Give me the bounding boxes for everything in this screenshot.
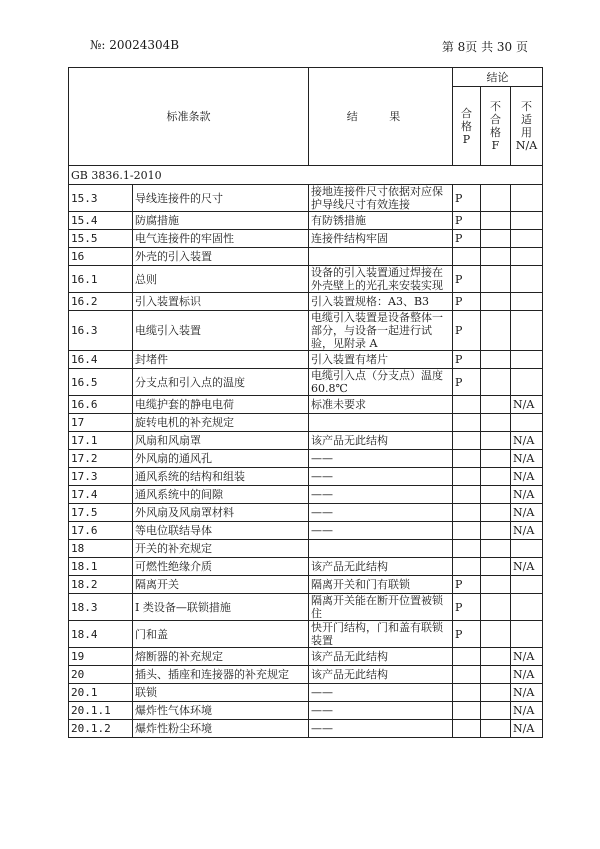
conclusion-na-cell: N/A [511, 396, 543, 414]
result-text: —— [309, 486, 453, 504]
conclusion-na-cell [511, 576, 543, 594]
conclusion-pass-cell: P [453, 594, 481, 621]
conclusion-pass-cell: P [453, 266, 481, 293]
table-row [69, 185, 543, 212]
clause-title: 门和盖 [133, 621, 309, 648]
table-row [69, 486, 543, 504]
clause-number: 16.4 [69, 351, 133, 369]
header-conclusion: 结论 [453, 68, 543, 87]
result-text: 该产品无此结构 [309, 648, 453, 666]
table-row [69, 230, 543, 248]
conclusion-pass-cell: P [453, 212, 481, 230]
conclusion-na-cell [511, 540, 543, 558]
clause-number: 17.1 [69, 432, 133, 450]
conclusion-pass-cell [453, 720, 481, 738]
table-row [69, 293, 543, 311]
table-row [69, 720, 543, 738]
result-text: 标准未要求 [309, 396, 453, 414]
clause-title: 联锁 [133, 684, 309, 702]
conclusion-na-cell: N/A [511, 666, 543, 684]
clause-number: 20 [69, 666, 133, 684]
conclusion-na-cell [511, 369, 543, 396]
conclusion-na-cell [511, 311, 543, 351]
page-info: 第 8页 共 30 页 [441, 40, 528, 54]
header-fail: 不 合 格 F [481, 87, 511, 166]
conclusion-fail-cell [481, 576, 511, 594]
result-text: —— [309, 450, 453, 468]
conclusion-na-cell: N/A [511, 702, 543, 720]
clause-title: 插头、插座和连接器的补充规定 [133, 666, 309, 684]
clause-title: 等电位联结导体 [133, 522, 309, 540]
table-row [69, 266, 543, 293]
conclusion-pass-cell [453, 450, 481, 468]
conclusion-fail-cell [481, 702, 511, 720]
clause-title: 分支点和引入点的温度 [133, 369, 309, 396]
conclusion-pass-cell [453, 666, 481, 684]
clause-number: 16.5 [69, 369, 133, 396]
result-text: —— [309, 684, 453, 702]
clause-number: 18.4 [69, 621, 133, 648]
conclusion-pass-cell [453, 702, 481, 720]
report-number: №: 20024304B [90, 38, 180, 52]
table-row [69, 450, 543, 468]
table-row [69, 576, 543, 594]
conclusion-pass-cell [453, 468, 481, 486]
clause-number: 15.5 [69, 230, 133, 248]
conclusion-pass-cell: P [453, 293, 481, 311]
clause-title: 外风扇及风扇罩材料 [133, 504, 309, 522]
conclusion-fail-cell [481, 212, 511, 230]
clause-number: 16.2 [69, 293, 133, 311]
conclusion-pass-cell: P [453, 369, 481, 396]
clause-title: 外风扇的通风孔 [133, 450, 309, 468]
conclusion-pass-cell [453, 396, 481, 414]
clause-number: 20.1 [69, 684, 133, 702]
clause-title: 通风系统的结构和组装 [133, 468, 309, 486]
clause-title: 爆炸性粉尘环境 [133, 720, 309, 738]
clause-title: 可燃性绝缘介质 [133, 558, 309, 576]
table-row [69, 522, 543, 540]
conclusion-fail-cell [481, 621, 511, 648]
conclusion-pass-cell: P [453, 351, 481, 369]
clause-number: 20.1.2 [69, 720, 133, 738]
clause-number: 17.3 [69, 468, 133, 486]
clause-number: 16 [69, 248, 133, 266]
standard-reference: GB 3836.1-2010 [69, 166, 543, 185]
clause-title: 开关的补充规定 [133, 540, 309, 558]
clause-number: 17.2 [69, 450, 133, 468]
conclusion-pass-cell [453, 684, 481, 702]
clause-title: 外壳的引入装置 [133, 248, 309, 266]
conclusion-pass-cell: P [453, 576, 481, 594]
clause-title: 风扇和风扇罩 [133, 432, 309, 450]
result-text: 接地连接件尺寸依据对应保护导线尺寸有效连接 [309, 185, 453, 212]
conclusion-fail-cell [481, 396, 511, 414]
result-text: —— [309, 522, 453, 540]
conclusion-na-cell: N/A [511, 432, 543, 450]
result-text [309, 540, 453, 558]
conclusion-na-cell [511, 212, 543, 230]
result-text: 该产品无此结构 [309, 558, 453, 576]
result-text: 引入装置有堵片 [309, 351, 453, 369]
table-row [69, 666, 543, 684]
table-row [69, 248, 543, 266]
clause-title: 电缆引入装置 [133, 311, 309, 351]
clause-title: 隔离开关 [133, 576, 309, 594]
conclusion-pass-cell [453, 648, 481, 666]
conclusion-na-cell: N/A [511, 558, 543, 576]
conclusion-pass-cell: P [453, 621, 481, 648]
clause-number: 15.4 [69, 212, 133, 230]
result-text: —— [309, 468, 453, 486]
conclusion-fail-cell [481, 666, 511, 684]
conclusion-pass-cell [453, 540, 481, 558]
result-text: 有防锈措施 [309, 212, 453, 230]
conclusion-pass-cell: P [453, 185, 481, 212]
conclusion-na-cell: N/A [511, 468, 543, 486]
conclusion-na-cell [511, 351, 543, 369]
table-row [69, 702, 543, 720]
conclusion-fail-cell [481, 648, 511, 666]
conclusion-na-cell [511, 185, 543, 212]
table-row [69, 468, 543, 486]
conclusion-na-cell [511, 621, 543, 648]
clause-title: 旋转电机的补充规定 [133, 414, 309, 432]
conclusion-fail-cell [481, 558, 511, 576]
header-result: 结 果 [309, 68, 453, 166]
result-text: 电缆引入点（分支点）温度 60.8℃ [309, 369, 453, 396]
result-text: 隔离开关能在断开位置被锁住 [309, 594, 453, 621]
result-text: 该产品无此结构 [309, 432, 453, 450]
result-text: 设备的引入装置通过焊接在外壳壁上的光孔来安装实现 [309, 266, 453, 293]
conclusion-pass-cell [453, 522, 481, 540]
conclusion-pass-cell [453, 414, 481, 432]
clause-number: 18.1 [69, 558, 133, 576]
clause-number: 20.1.1 [69, 702, 133, 720]
table-row [69, 432, 543, 450]
conclusion-na-cell: N/A [511, 684, 543, 702]
conclusion-fail-cell [481, 311, 511, 351]
header-standard-clause: 标准条款 [69, 68, 309, 166]
conclusion-fail-cell [481, 486, 511, 504]
result-text: 快开门结构，门和盖有联锁装置 [309, 621, 453, 648]
conclusion-pass-cell [453, 558, 481, 576]
conclusion-pass-cell [453, 248, 481, 266]
table-row [69, 351, 543, 369]
clause-number: 16.1 [69, 266, 133, 293]
table-row [69, 212, 543, 230]
conclusion-fail-cell [481, 293, 511, 311]
conclusion-na-cell [511, 266, 543, 293]
header-not-applicable: 不 适 用 N/A [511, 87, 543, 166]
table-row [69, 648, 543, 666]
header-pass: 合 格 P [453, 87, 481, 166]
table-row [69, 558, 543, 576]
table-row [69, 311, 543, 351]
conclusion-pass-cell [453, 432, 481, 450]
clause-title: 导线连接件的尺寸 [133, 185, 309, 212]
table-row [69, 621, 543, 648]
table-row [69, 414, 543, 432]
conclusion-fail-cell [481, 266, 511, 293]
clause-title: 封堵件 [133, 351, 309, 369]
result-text [309, 414, 453, 432]
clause-number: 17.5 [69, 504, 133, 522]
conclusion-na-cell [511, 293, 543, 311]
clause-title: 防腐措施 [133, 212, 309, 230]
conclusion-fail-cell [481, 230, 511, 248]
conclusion-na-cell: N/A [511, 504, 543, 522]
clause-title: 爆炸性气体环境 [133, 702, 309, 720]
clause-number: 17.4 [69, 486, 133, 504]
conclusion-fail-cell [481, 504, 511, 522]
conclusion-fail-cell [481, 450, 511, 468]
conclusion-fail-cell [481, 522, 511, 540]
conclusion-na-cell: N/A [511, 720, 543, 738]
clause-title: 熔断器的补充规定 [133, 648, 309, 666]
conclusion-fail-cell [481, 432, 511, 450]
conclusion-fail-cell [481, 414, 511, 432]
conclusion-na-cell: N/A [511, 486, 543, 504]
table-row [69, 684, 543, 702]
clause-title: 引入装置标识 [133, 293, 309, 311]
clause-title: 总则 [133, 266, 309, 293]
conclusion-na-cell [511, 594, 543, 621]
clause-number: 18 [69, 540, 133, 558]
result-text: 连接件结构牢固 [309, 230, 453, 248]
conclusion-pass-cell: P [453, 230, 481, 248]
conclusion-pass-cell [453, 486, 481, 504]
table-row [69, 594, 543, 621]
clause-title: 通风系统中的间隙 [133, 486, 309, 504]
conclusion-na-cell [511, 230, 543, 248]
conclusion-fail-cell [481, 369, 511, 396]
result-text: 电缆引入装置是设备整体一部分，与设备一起进行试验，见附录 A [309, 311, 453, 351]
conclusion-fail-cell [481, 540, 511, 558]
clause-number: 16.6 [69, 396, 133, 414]
conclusion-fail-cell [481, 185, 511, 212]
conclusion-na-cell [511, 414, 543, 432]
clause-number: 17 [69, 414, 133, 432]
clause-number: 19 [69, 648, 133, 666]
result-text: 该产品无此结构 [309, 666, 453, 684]
result-text [309, 248, 453, 266]
table-row [69, 504, 543, 522]
conclusion-na-cell: N/A [511, 522, 543, 540]
result-text: 引入装置规格：A3、B3 [309, 293, 453, 311]
table-row [69, 540, 543, 558]
conclusion-pass-cell [453, 504, 481, 522]
conclusion-fail-cell [481, 594, 511, 621]
conclusion-fail-cell [481, 248, 511, 266]
table-row [69, 396, 543, 414]
result-text: —— [309, 702, 453, 720]
conclusion-na-cell: N/A [511, 450, 543, 468]
clause-title: 电缆护套的静电电荷 [133, 396, 309, 414]
conclusion-fail-cell [481, 684, 511, 702]
result-text: —— [309, 504, 453, 522]
table-row [69, 369, 543, 396]
clause-number: 16.3 [69, 311, 133, 351]
clause-number: 18.2 [69, 576, 133, 594]
result-text: 隔离开关和门有联锁 [309, 576, 453, 594]
clause-number: 17.6 [69, 522, 133, 540]
clause-number: 15.3 [69, 185, 133, 212]
conclusion-pass-cell: P [453, 311, 481, 351]
clause-number: 18.3 [69, 594, 133, 621]
clause-title: I 类设备—联锁措施 [133, 594, 309, 621]
clause-title: 电气连接件的牢固性 [133, 230, 309, 248]
conclusion-fail-cell [481, 351, 511, 369]
inspection-table [68, 67, 543, 738]
result-text: —— [309, 720, 453, 738]
conclusion-na-cell: N/A [511, 648, 543, 666]
conclusion-fail-cell [481, 468, 511, 486]
conclusion-fail-cell [481, 720, 511, 738]
conclusion-na-cell [511, 248, 543, 266]
